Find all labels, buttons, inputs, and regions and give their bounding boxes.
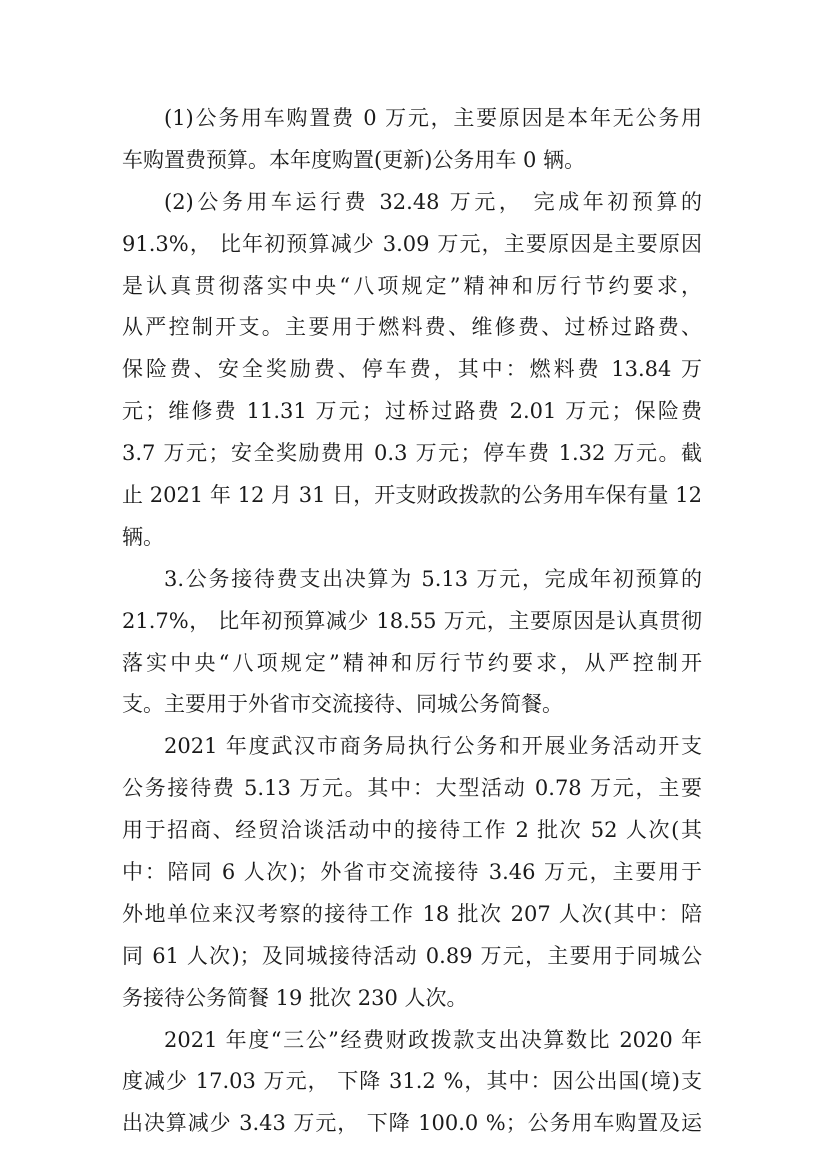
text-line: 辆。: [122, 524, 164, 549]
text-line: (1)公务用车购置费 0 万元，主要原因是本年无公务用: [164, 106, 702, 130]
text-line: 21.7%， 比年初预算减少 18.55 万元，主要原因是认真贯彻: [122, 608, 702, 633]
text-line: 2021 年度武汉市商务局执行公务和开展业务活动开支: [164, 734, 702, 759]
text-line: 3.7 万元；安全奖励费用 0.3 万元；停车费 1.32 万元。截: [122, 441, 702, 466]
text-line: 同 61 人次)；及同城接待活动 0.89 万元，主要用于同城公: [122, 943, 702, 968]
text-line: 务接待公务简餐 19 批次 230 人次。: [122, 985, 468, 1010]
text-line: 支。主要用于外省市交流接待、同城公务简餐。: [122, 692, 563, 717]
text-line: 车购置费预算。本年度购置(更新)公务用车 0 辆。: [122, 147, 586, 172]
text-line: 公务接待费 5.13 万元。其中：大型活动 0.78 万元，主要: [122, 776, 702, 801]
text-line: 用于招商、经贸洽谈活动中的接待工作 2 批次 52 人次(其: [122, 818, 702, 843]
text-line: 落实中央“八项规定”精神和厉行节约要求，从严控制开: [122, 650, 702, 675]
document-body: [122, 98, 702, 1145]
text-line: 保险费、安全奖励费、停车费，其中：燃料费 13.84 万: [122, 357, 702, 382]
text-line: 2021 年度“三公”经费财政拨款支出决算数比 2020 年: [164, 1027, 702, 1052]
text-line: 91.3%， 比年初预算减少 3.09 万元，主要原因是主要原因: [122, 231, 702, 256]
paragraph-vehicle-purchase: [122, 98, 702, 182]
text-line: 外地单位来汉考察的接待工作 18 批次 207 人次(其中：陪: [122, 901, 702, 926]
paragraph-three-expenses-comparison: [122, 1020, 702, 1146]
text-line: 3.公务接待费支出决算为 5.13 万元，完成年初预算的: [164, 566, 702, 591]
text-line: 止 2021 年 12 月 31 日，开支财政拨款的公务用车保有量 12: [122, 483, 702, 508]
text-line: 出决算减少 3.43 万元， 下降 100.0 %；公务用车购置及运: [122, 1111, 702, 1136]
text-line: 度减少 17.03 万元， 下降 31.2 %，其中：因公出国(境)支: [122, 1069, 702, 1094]
text-line: 从严控制开支。主要用于燃料费、维修费、过桥过路费、: [122, 315, 702, 340]
paragraph-reception-expense: [122, 559, 702, 727]
text-line: 中：陪同 6 人次)；外省市交流接待 3.46 万元，主要用于: [122, 860, 702, 885]
paragraph-vehicle-operation: [122, 182, 702, 559]
paragraph-reception-detail: [122, 726, 702, 1019]
text-line: (2)公务用车运行费 32.48 万元， 完成年初预算的: [164, 189, 702, 214]
text-line: 元；维修费 11.31 万元；过桥过路费 2.01 万元；保险费: [122, 399, 702, 424]
text-line: 是认真贯彻落实中央“八项规定”精神和厉行节约要求，: [122, 273, 702, 298]
